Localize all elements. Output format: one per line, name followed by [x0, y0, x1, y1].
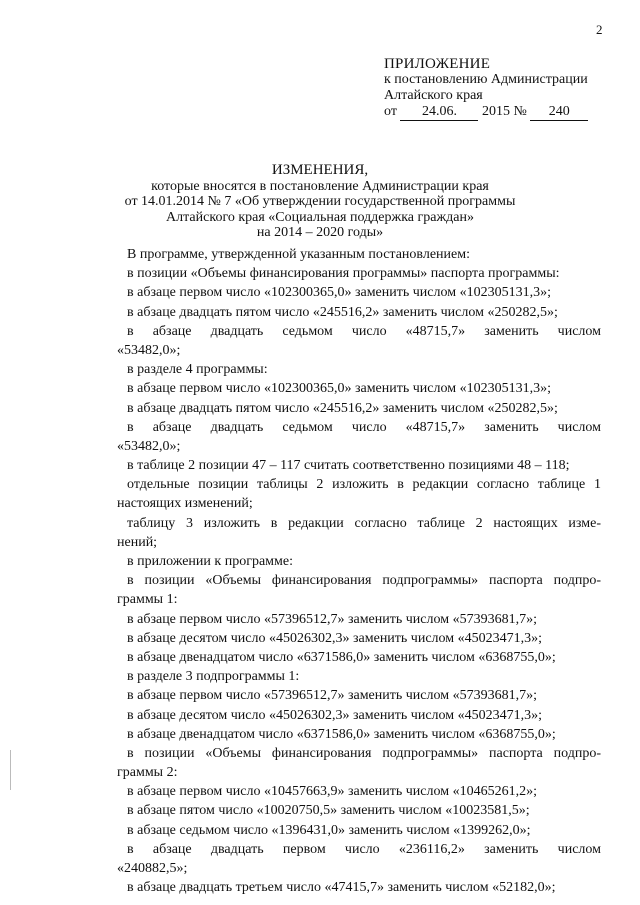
appendix-line-1: к постановлению Администрации: [384, 72, 588, 87]
body-line: в абзаце первом число «10457663,9» заменить числом «10465261,2»;: [127, 784, 537, 800]
body-line: в позиции «Объемы финансирования программы» паспорта программы:: [127, 266, 560, 282]
heading-title: ИЗМЕНЕНИЯ,: [271, 162, 369, 178]
body-line: в абзаце двенадцатом число «6371586,0» заменить числом «6368755,0»;: [127, 726, 556, 742]
heading-line-1: которые вносятся в постановление Администрации края: [151, 178, 489, 194]
appendix-date-line: [384, 104, 588, 121]
body-line: в абзаце двадцать третьем число «47415,7» заменить числом «52182,0»;: [127, 880, 556, 896]
appendix-block: [384, 56, 588, 121]
body-line: в абзаце десятом число «45026302,3» заменить числом «45023471,3»;: [127, 630, 543, 646]
body-line: граммы 1:: [117, 592, 178, 608]
body-line: в позиции «Объемы финансирования подпрограммы» паспорта подпро-: [127, 573, 601, 589]
body-line: настоящих изменений;: [117, 496, 253, 512]
body-line: в разделе 3 подпрограммы 1:: [127, 669, 300, 685]
body-line: в абзаце двадцать пятом число «245516,2» заменить числом «250282,5»;: [127, 304, 558, 320]
body-line: в приложении к программе:: [127, 554, 293, 569]
body-line: в абзаце пятом число «10020750,5» заменить числом «10023581,5»;: [127, 803, 530, 819]
heading-line-4: на 2014 – 2020 годы»: [256, 225, 384, 240]
body-line: таблицу 3 изложить в редакции согласно таблице 2 настоящих изме-: [127, 515, 601, 531]
document-body: [117, 245, 601, 897]
appendix-line-2: Алтайского края: [384, 88, 483, 103]
body-line: в абзаце десятом число «45026302,3» заменить числом «45023471,3»;: [127, 707, 543, 723]
body-line: в абзаце первом число «57396512,7» заменить числом «57393681,7»;: [127, 688, 537, 704]
from-label: от: [384, 104, 397, 119]
body-line: в абзаце первом число «102300365,0» заменить числом «102305131,3»;: [127, 381, 551, 397]
body-line: в разделе 4 программы:: [127, 362, 268, 378]
body-line: в абзаце первом число «102300365,0» заменить числом «102305131,3»;: [127, 285, 551, 301]
heading-line-2: от 14.01.2014 № 7 «Об утверждении государственной программы: [124, 194, 516, 209]
body-line: граммы 2:: [117, 765, 178, 781]
year-label: 2015 №: [481, 104, 527, 119]
body-line: отдельные позиции таблицы 2 изложить в редакции согласно таблице 1: [127, 477, 601, 493]
body-line: в абзаце двадцать первом число «236116,2» заменить числом: [127, 841, 601, 857]
resolution-number: 240: [530, 104, 588, 121]
body-line: «53482,0»;: [117, 342, 181, 358]
body-line: в таблице 2 позиции 47 – 117 считать соответственно позициями 48 – 118;: [127, 458, 570, 474]
scan-margin-mark: [10, 750, 11, 790]
resolution-date: 24.06.: [400, 104, 478, 121]
body-line: нений;: [117, 534, 158, 550]
body-line: «53482,0»;: [117, 438, 181, 454]
body-line: В программе, утвержденной указанным постановлением:: [127, 247, 470, 262]
document-heading: [0, 163, 640, 241]
body-line: в абзаце первом число «57396512,7» заменить числом «57393681,7»;: [127, 611, 537, 627]
page-number: 2: [596, 22, 603, 37]
body-line: в абзаце двенадцатом число «6371586,0» заменить числом «6368755,0»;: [127, 649, 556, 665]
body-line: в абзаце седьмом число «1396431,0» заменить числом «1399262,0»;: [127, 822, 531, 838]
appendix-title: ПРИЛОЖЕНИЕ: [384, 56, 491, 72]
body-line: «240882,5»;: [117, 861, 188, 876]
heading-line-3: Алтайского края «Социальная поддержка граждан»: [166, 209, 474, 225]
body-line: в абзаце двадцать пятом число «245516,2» заменить числом «250282,5»;: [127, 400, 558, 416]
body-line: в позиции «Объемы финансирования подпрограммы» паспорта подпро-: [127, 745, 601, 761]
body-line: в абзаце двадцать седьмом число «48715,7» заменить числом: [127, 419, 601, 435]
body-line: в абзаце двадцать седьмом число «48715,7» заменить числом: [127, 323, 601, 339]
